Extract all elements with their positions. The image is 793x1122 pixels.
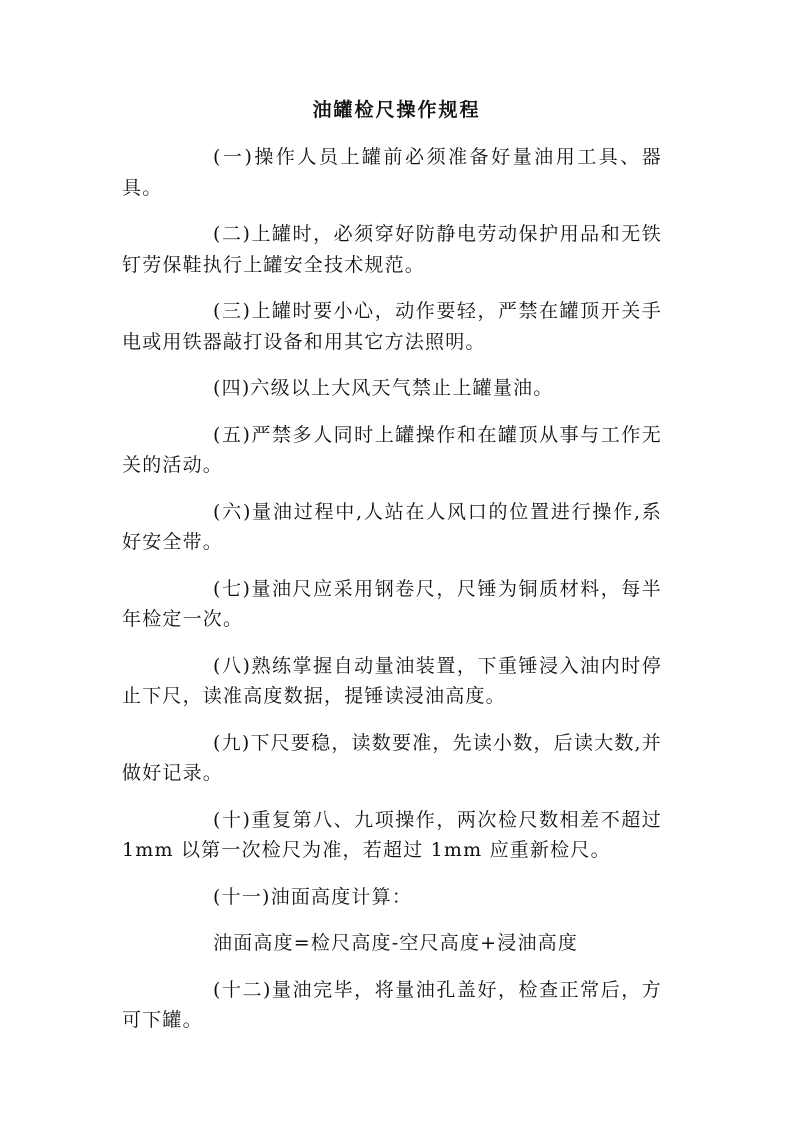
paragraph-1: (一)操作人员上罐前必须准备好量油用工具、器具。 (122, 146, 662, 199)
paragraph-10: (十)重复第八、九项操作，两次检尺数相差不超过 1mm 以第一次检尺为准，若超过 1mm 应重新检尺。 (122, 808, 662, 861)
formula-line: 油面高度=检尺高度-空尺高度+浸油高度 (213, 932, 579, 954)
paragraph-2: (二)上罐时，必须穿好防静电劳动保护用品和无铁钉劳保鞋执行上罐安全技术规范。 (122, 223, 662, 276)
paragraph-4: (四)六级以上大风天气禁止上罐量油。 (213, 377, 554, 399)
document-body (122, 142, 662, 1052)
paragraph-7: (七)量油尺应采用钢卷尺，尺锤为铜质材料，每半年检定一次。 (122, 577, 662, 630)
document-title: 油罐检尺操作规程 (312, 99, 481, 121)
paragraph-11: (十一)油面高度计算： (213, 885, 413, 908)
paragraph-8: (八)熟练掌握自动量油装置，下重锤浸入油内时停止下尺，读准高度数据，提锤读浸油高度。 (122, 654, 662, 707)
paragraph-9: (九)下尺要稳，读数要准，先读小数，后读大数,并做好记录。 (122, 731, 662, 784)
paragraph-5: (五)严禁多人同时上罐操作和在罐顶从事与工作无关的活动。 (122, 423, 662, 476)
paragraph-3: (三)上罐时要小心，动作要轻，严禁在罐顶开关手电或用铁器敲打设备和用其它方法照明。 (122, 300, 662, 353)
paragraph-12: (十二)量油完毕，将量油孔盖好，检查正常后，方可下罐。 (122, 978, 662, 1031)
paragraph-6: (六)量油过程中,人站在人风口的位置进行操作,系好安全带。 (122, 500, 662, 553)
